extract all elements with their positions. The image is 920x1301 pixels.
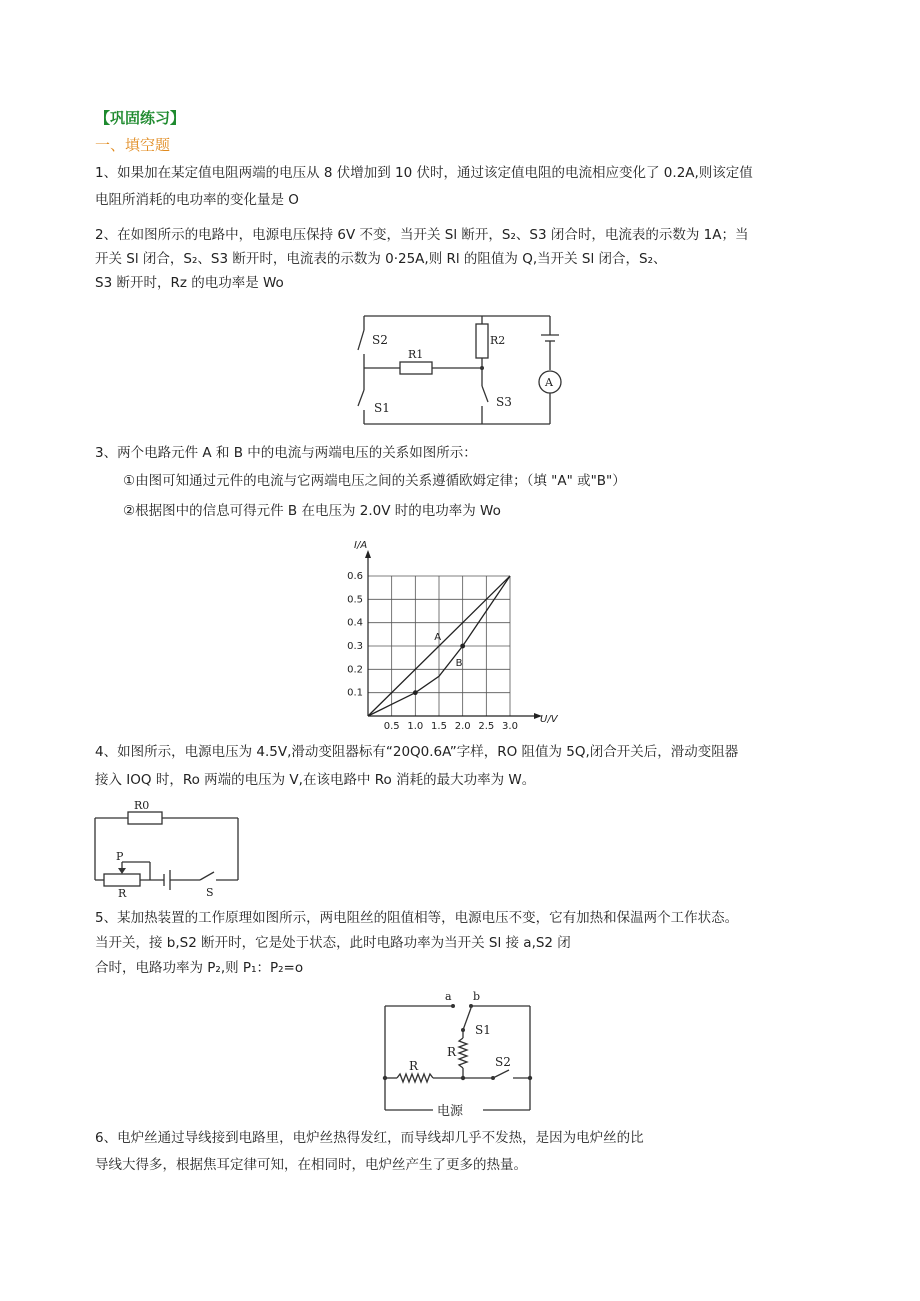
x-tick-label: 0.5 [383, 721, 400, 732]
power-source-label: 电源 [437, 1104, 464, 1119]
a-label: a [445, 990, 452, 1003]
q6-line2: 导线大得多，根据焦耳定律可知，在相同时，电炉丝产生了更多的热量。 [95, 1157, 527, 1173]
marked-point [460, 644, 465, 649]
q3-line3: ②根据图中的信息可得元件 B 在电压为 2.0V 时的电功率为 Wo [123, 503, 501, 519]
q3-line1: 3、两个电路元件 A 和 B 中的电流与两端电压的关系如图所示： [95, 445, 477, 461]
b-label: b [473, 990, 481, 1003]
s2-label: S2 [495, 1055, 511, 1069]
q2-line3: S3 断开时，Rz 的电功率是 Wo [95, 275, 284, 291]
subsection-title: 一、填空题 [95, 136, 171, 154]
ammeter-label: A [545, 376, 553, 389]
s-label: S [206, 886, 214, 899]
q5-line3: 合时，电路功率为 P₂,则 P₁：P₂=o [95, 960, 304, 976]
y-tick-label: 0.4 [347, 617, 363, 629]
q5-line1: 5、某加热装置的工作原理如图所示，两电阻丝的阻值相等，电源电压不变，它有加热和保温两个工作状态。 [95, 910, 739, 926]
x-tick-label: 1.5 [431, 721, 447, 732]
y-tick-label: 0.6 [347, 571, 363, 582]
series-b-label: B [455, 657, 463, 669]
x-tick-label: 1.0 [407, 721, 424, 732]
q5-circuit-diagram [375, 988, 545, 1118]
s1-label: S1 [374, 401, 390, 415]
r-vertical-label: R [447, 1045, 457, 1059]
q4-circuit-diagram [90, 798, 250, 898]
q4-line2: 接入 IOQ 时，Ro 两端的电压为 V,在该电路中 Ro 消耗的最大功率为 W。 [95, 772, 536, 788]
q2-line2: 开关 Sl 闭合，S₂、S3 断开时，电流表的示数为 0·25A,则 Rl 的阻值为 Q,当开关 Sl 闭合，S₂、 [95, 251, 667, 267]
series-a-label: A [434, 632, 442, 644]
q1-line1: 1、如果加在某定值电阻两端的电压从 8 伏增加到 10 伏时，通过该定值电阻的电流相应变化了 0.2A,则该定值 [95, 165, 753, 181]
y-tick-label: 0.5 [347, 594, 363, 606]
x-axis-label: U/V [540, 714, 558, 725]
q2-circuit-diagram [350, 310, 570, 430]
q5-line2: 当开关，接 b,S2 断开时，它是处于状态，此时电路功率为当开关 Sl 接 a,S2 闭 [95, 935, 571, 951]
y-axis-label: I/A [354, 540, 368, 551]
y-tick-label: 0.1 [347, 687, 363, 699]
r0-label: R0 [134, 799, 150, 812]
s2-label: S2 [372, 333, 388, 347]
q3-line2: ①由图可知通过元件的电流与它两端电压之间的关系遵循欧姆定律；（填 "A" 或"B"） [123, 473, 626, 489]
s1-label: S1 [475, 1023, 491, 1037]
x-tick-label: 2.5 [478, 721, 495, 732]
marked-point [413, 690, 418, 695]
q1-line2: 电阻所消耗的电功率的变化量是 O [95, 192, 299, 208]
s3-label: S3 [496, 395, 512, 409]
q6-line1: 6、电炉丝通过导线接到电路里，电炉丝热得发红，而导线却几乎不发热，是因为电炉丝的比 [95, 1130, 644, 1146]
y-tick-label: 0.2 [347, 664, 363, 676]
r-horizontal-label: R [409, 1059, 419, 1073]
q4-line1: 4、如图所示，电源电压为 4.5V,滑动变阻器标有“20Q0.6A”字样，RO 阻值为 5Q,闭合开关后，滑动变阻器 [95, 744, 739, 760]
y-tick-label: 0.3 [347, 641, 363, 652]
x-tick-label: 3.0 [502, 721, 518, 732]
r2-label: R2 [490, 334, 506, 347]
r1-label: R1 [408, 348, 424, 361]
x-tick-label: 2.0 [454, 721, 471, 732]
r-label: R [118, 887, 127, 900]
iu-chart [340, 530, 580, 730]
p-label: P [116, 850, 124, 863]
section-title: 【巩固练习】 [95, 109, 186, 127]
q2-line1: 2、在如图所示的电路中，电源电压保持 6V 不变，当开关 Sl 断开，S₂、S3 闭合时，电流表的示数为 1A；当 [95, 227, 749, 243]
y-axis-arrow [365, 550, 371, 558]
